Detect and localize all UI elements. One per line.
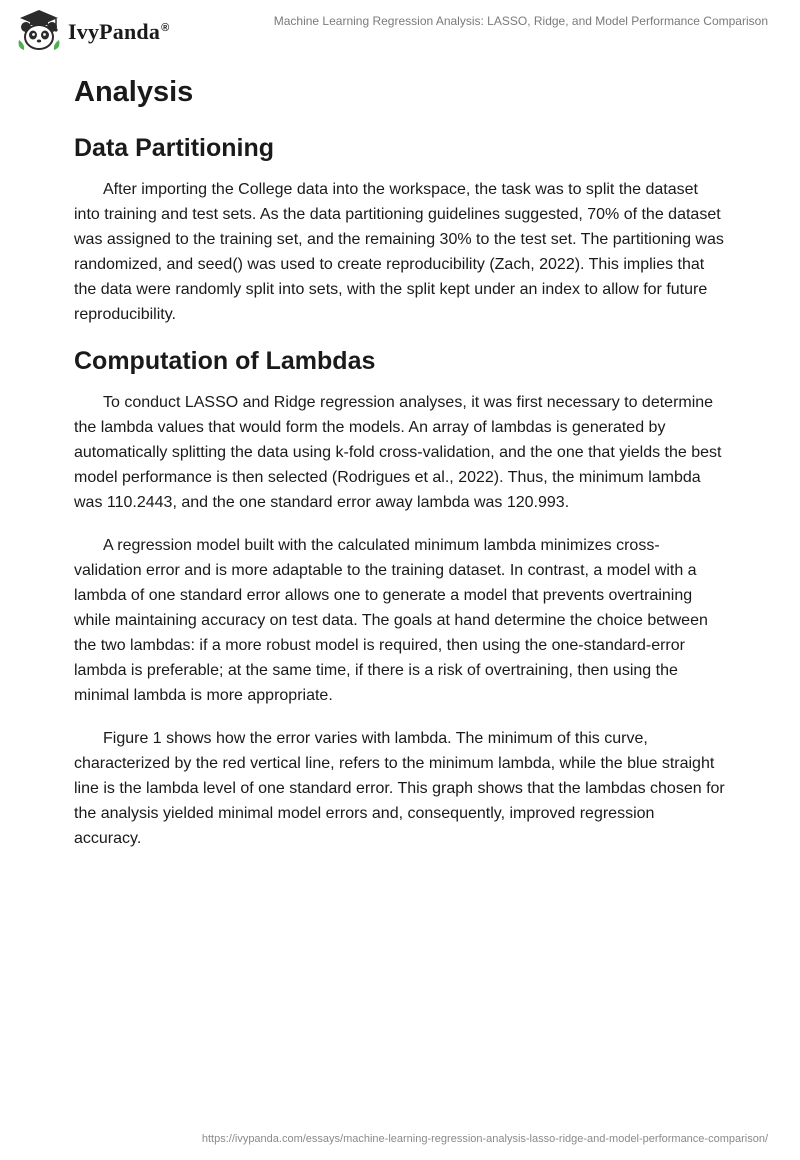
section-heading-computation-of-lambdas: Computation of Lambdas (74, 347, 376, 375)
panda-graduation-cap-icon (16, 8, 62, 52)
essay-content (74, 74, 726, 869)
document-title: Machine Learning Regression Analysis: LASSO, Ridge, and Model Performance Comparison (273, 14, 768, 28)
source-url-link[interactable]: https://ivypanda.com/essays/machine-learning-regression-analysis-lasso-ridge-and-model-performance-comparison/ (201, 1133, 768, 1145)
paragraph: A regression model built with the calculated minimum lambda minimizes cross-validation error and is more adaptable to the training dataset. In contrast, a model with a lambda of one standard error allows one to generate a model that prevents overtraining while maintaining accuracy on test data. The goals at hand determine the choice between the two lambdas: if a more robust model is required, then using the one-standard-error lambda is preferable; at the same time, if there is a risk of overtraining, then using the minimal lambda is more appropriate. (74, 537, 708, 704)
page-header (0, 0, 800, 60)
paragraph: After importing the College data into the workspace, the task was to split the dataset into training and test sets. As the data partitioning guidelines suggested, 70% of the dataset was assigned to the training set, and the remaining 30% to the test set. The partitioning was randomized, and seed() was used to create reproducibility (Zach, 2022). This implies that the data were randomly split into sets, with the split kept under an index to allow for future reproducibility. (74, 181, 724, 323)
ivypanda-logo-link[interactable] (16, 8, 169, 52)
paragraph: Figure 1 shows how the error varies with lambda. The minimum of this curve, characterized by the red vertical line, refers to the minimum lambda, while the blue straight line is the lambda level of one standard error. This graph shows that the lambdas chosen for the analysis yielded minimal model errors and, consequently, improved regression accuracy. (74, 730, 725, 847)
logo-wordmark: IvyPanda® (68, 19, 170, 44)
section-heading-data-partitioning: Data Partitioning (74, 134, 275, 162)
paragraph: To conduct LASSO and Ridge regression analyses, it was first necessary to determine the lambda values that would form the models. An array of lambdas is generated by automatically splitting the data using k-fold cross-validation, and the one that yields the best model performance is then selected (Rodrigues et al., 2022). Thus, the minimum lambda was 110.2443, and the one standard error away lambda was 120.993. (74, 394, 722, 511)
page-title: Analysis (74, 76, 194, 108)
